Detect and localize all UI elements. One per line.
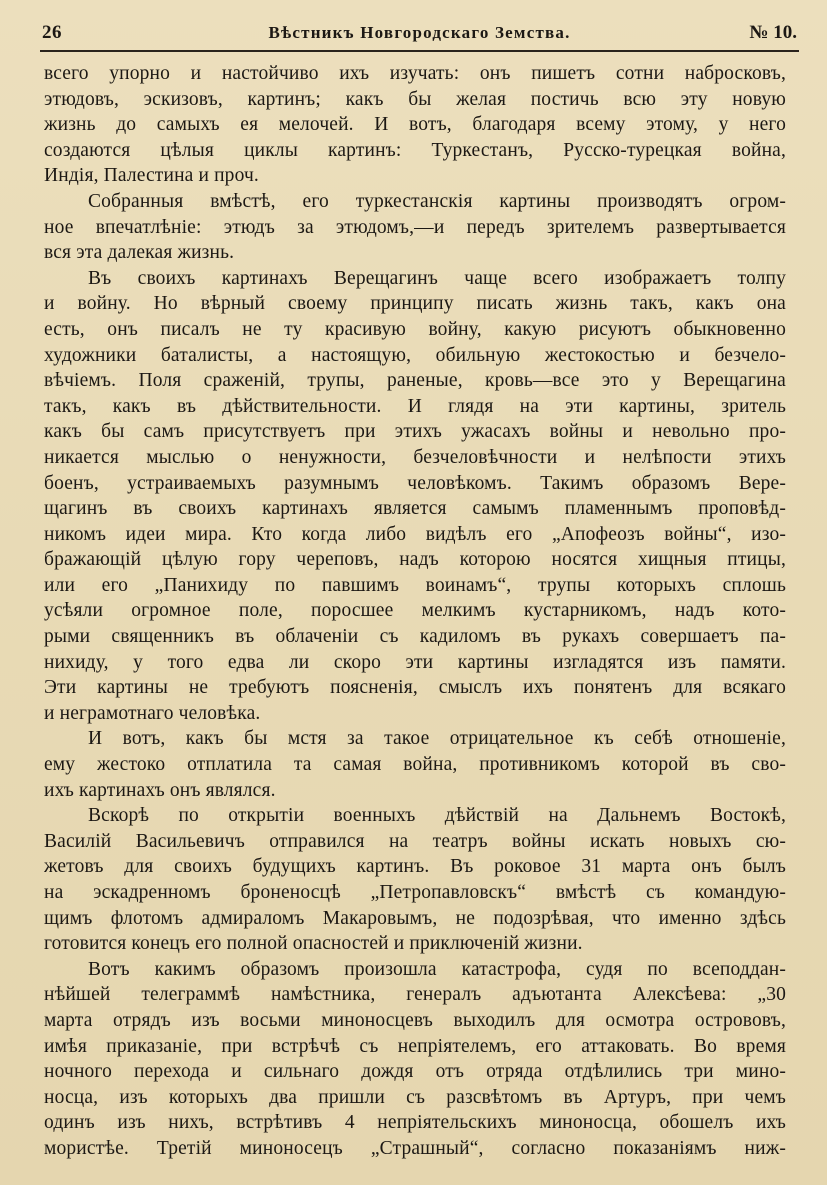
text-line: ему жестоко отплатила та самая война, противникомъ которой въ сво- [44, 754, 786, 776]
text-line: рыми священникъ въ облаченіи съ кадиломъ въ рукахъ совершаетъ па- [44, 626, 786, 648]
text-line: готовится конецъ его полной опасностей и приключеній жизни. [44, 933, 583, 955]
text-line: одинъ изъ нихъ, встрѣтивъ 4 непріятельскихъ миноносца, обошелъ ихъ [44, 1112, 786, 1134]
text-line: Василій Васильевичъ отправился на театръ войны искать новыхъ сю- [44, 830, 786, 852]
text-line: есть, онъ писалъ не ту красивую войну, какую рисуютъ обыкновенно [44, 318, 786, 340]
text-line: марта отрядъ изъ восьми миноносцевъ выходилъ для осмотра острововъ, [44, 1009, 786, 1031]
text-line: щагинъ въ своихъ картинахъ является самымъ пламеннымъ проповѣд- [44, 498, 786, 520]
text-line: создаются цѣлыя циклы картинъ: Туркестанъ, Русско-турецкая война, [44, 139, 786, 161]
text-line: нихиду, у того едва ли скоро эти картины изгладятся изъ памяти. [44, 651, 786, 673]
text-line: ночного перехода и сильнаго дождя отъ отряда отдѣлились три мино- [44, 1061, 786, 1083]
article-body [44, 61, 786, 1162]
text-line: нѣйшей телеграммѣ намѣстника, генералъ адъютанта Алексѣева: „30 [44, 984, 786, 1006]
text-line: какъ бы самъ присутствуетъ при этихъ ужасахъ войны и невольно про- [44, 421, 786, 443]
header-rule [40, 50, 799, 52]
text-line: бражающій цѣлую гору череповъ, надъ которою носятся хищныя птицы, [44, 549, 786, 571]
text-line: такъ, какъ въ дѣйствительности. И глядя на эти картины, зритель [44, 395, 786, 417]
text-line: вѣчіемъ. Поля сраженій, трупы, раненые, кровь—все это у Верещагина [44, 370, 786, 392]
text-line: имѣя приказаніе, при встрѣчѣ съ непріятелемъ, его аттаковать. Во время [44, 1035, 786, 1057]
text-line: вся эта далекая жизнь. [44, 242, 235, 264]
text-line: этюдовъ, эскизовъ, картинъ; какъ бы желая постичь всю эту новую [44, 88, 786, 110]
text-line: Вотъ какимъ образомъ произошла катастрофа, судя по всеподдан- [88, 958, 786, 980]
text-line: художники баталисты, а настоящую, обильную жестокостью и безчело- [44, 344, 786, 366]
text-line: Собранныя вмѣстѣ, его туркестанскія картины производятъ огром- [88, 190, 786, 212]
text-line: усѣяли огромное поле, поросшее мелкимъ кустарникомъ, надъ кото- [44, 600, 786, 622]
text-line: всего упорно и настойчиво ихъ изучать: онъ пишетъ сотни набросковъ, [44, 63, 786, 84]
text-line: жетовъ для своихъ будущихъ картинъ. Въ роковое 31 марта онъ былъ [44, 856, 786, 878]
text-line: ное впечатлѣніе: этюдъ за этюдомъ,—и передъ зрителемъ развертывается [44, 216, 786, 238]
text-line: и войну. Но вѣрный своему принципу писать жизнь такъ, какъ она [44, 293, 786, 315]
text-line: Индія, Палестина и проч. [44, 165, 259, 187]
page-header [42, 22, 797, 48]
text-line: ихъ картинахъ онъ являлся. [44, 779, 276, 801]
text-line: щимъ флотомъ адмираломъ Макаровымъ, не подозрѣвая, что именно здѣсь [44, 907, 786, 929]
text-line: боенъ, устраиваемыхъ разумнымъ человѣкомъ. Такимъ образомъ Вере- [44, 472, 786, 494]
text-line: Въ своихъ картинахъ Верещагинъ чаще всего изображаетъ толпу [88, 267, 786, 289]
journal-title: Вѣстникъ Новгородскаго Земства. [268, 23, 571, 42]
text-line: или его „Панихиду по павшимъ воинамъ“, трупы которыхъ сплошь [44, 574, 786, 596]
text-line: жизнь до самыхъ ея мелочей. И вотъ, благодаря всему этому, у него [44, 114, 786, 136]
text-line: никается мыслью о ненужности, безчеловѣчности и нелѣпости этихъ [44, 446, 786, 468]
text-line: никомъ идеи мира. Кто когда либо видѣлъ его „Апофеозъ войны“, изо- [44, 523, 786, 545]
page-number: 26 [42, 22, 62, 43]
text-line: Эти картины не требуютъ поясненія, смыслъ ихъ понятенъ для всякаго [44, 677, 786, 699]
text-line: и неграмотнаго человѣка. [44, 702, 261, 724]
text-line: Вскорѣ по открытіи военныхъ дѣйствій на Дальнемъ Востокѣ, [88, 805, 786, 827]
issue-number: № 10. [749, 22, 797, 43]
text-line: мористѣе. Третій миноносецъ „Страшный“, согласно показаніямъ ниж- [44, 1137, 786, 1159]
text-line: носца, изъ которыхъ два пришли съ разсвѣтомъ въ Артуръ, при чемъ [44, 1086, 786, 1108]
text-line: И вотъ, какъ бы мстя за такое отрицательное къ себѣ отношеніе, [88, 728, 786, 750]
text-line: на эскадренномъ броненосцѣ „Петропавловскъ“ вмѣстѣ съ командую- [44, 882, 786, 903]
